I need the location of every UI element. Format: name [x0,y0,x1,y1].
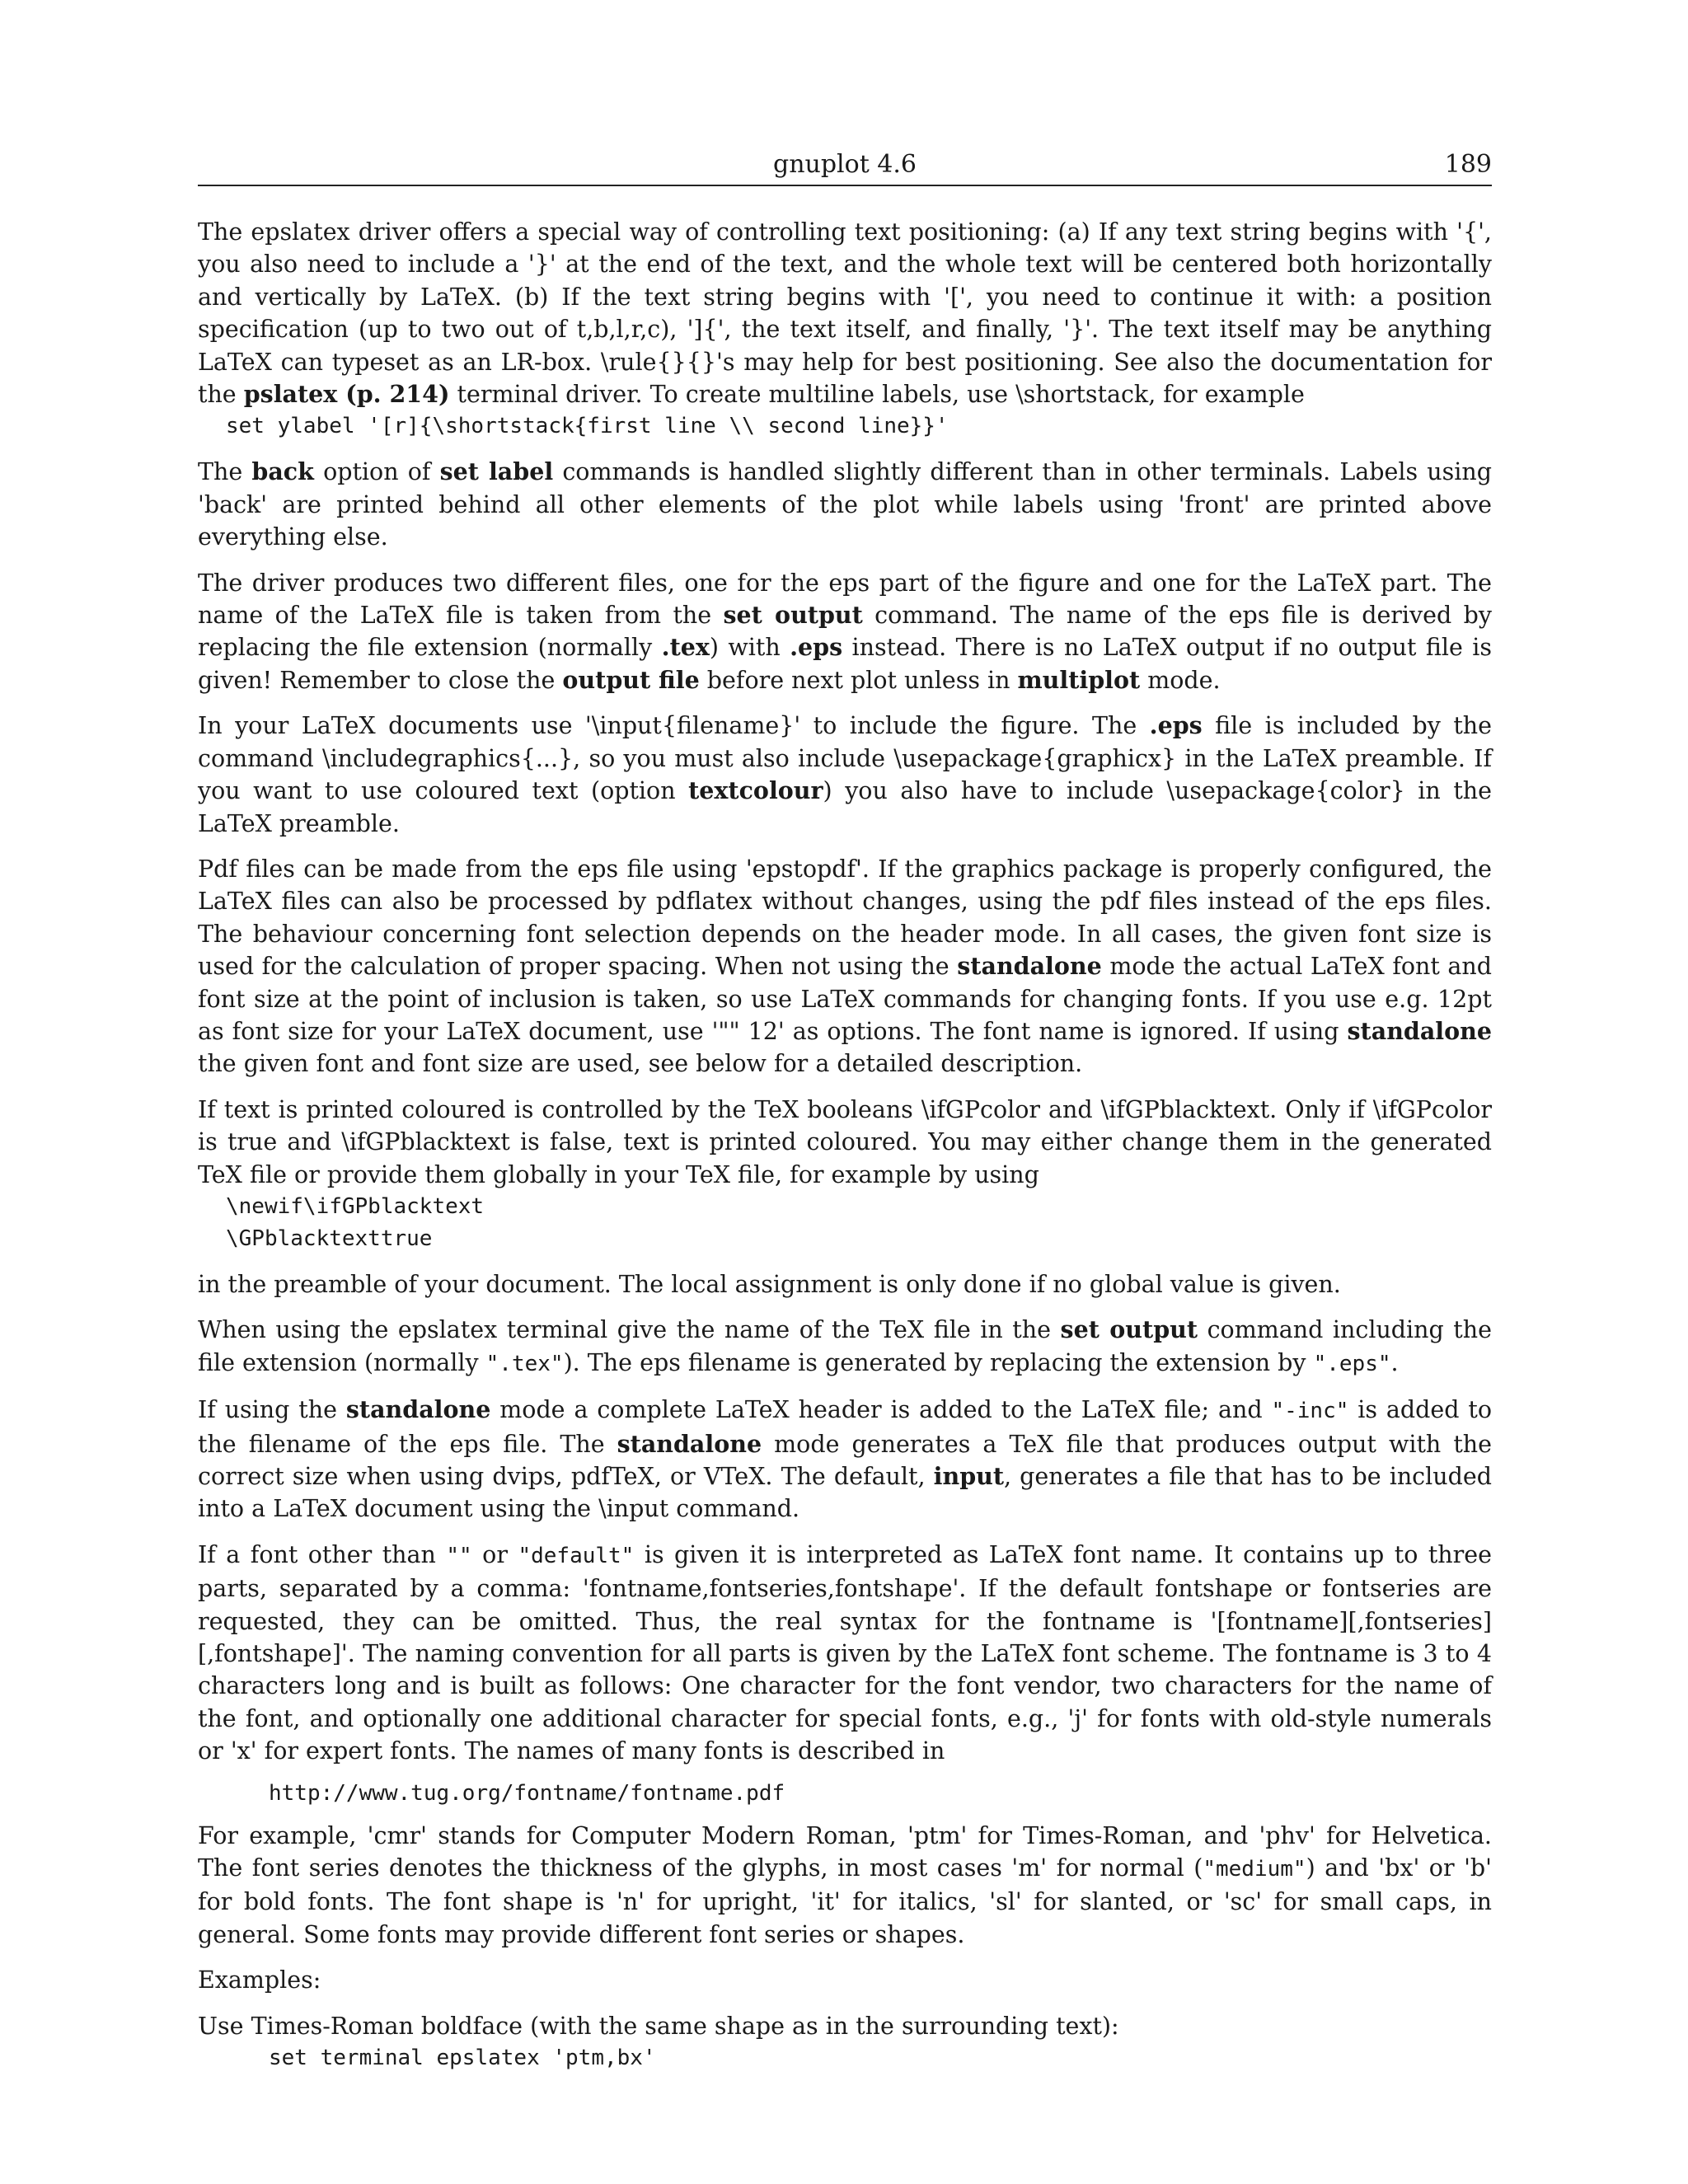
code-ylabel: set ylabel '[r]{\shortstack{first line \\ second line}}' [226,414,949,439]
code-set-terminal: set terminal epslatex 'ptm,bx' [269,2046,656,2071]
body-text [198,216,1492,2074]
paragraph-pdf-files: Pdf files can be made from the eps file using 'epstopdf'. If the graphics package is properly configured, the LaTeX files can also be processed by pdflatex without changes, using the pdf files instead of the eps files. The behaviour concerning font selection depends on the header mode. In all cases, the given font size is used for the calculation of proper spacing. When not using the standalone mode the actual LaTeX font and font size at the point of inclusion is taken, so use LaTeX commands for changing fonts. If you use e.g. 12pt as font size for your LaTeX document, use '"" 12' as options. The font name is ignored. If using standalone the given font and font size are used, see below for a detailed description. [198,855,1493,1078]
paragraph-times-roman: Use Times-Roman boldface (with the same shape as in the surrounding text): [198,2012,1119,2040]
pslatex-reference[interactable]: pslatex (p. 214) [243,380,450,409]
paragraph-text-positioning: The epslatex driver offers a special way of controlling text positioning: (a) If any text string begins with '{', you also need to include a '}' at the end of the text, and the whole text will be centered both horizontally and vertically by LaTeX. (b) If the text string begins with '[', you need to continue it with: a position specification (up to two out of t,b,l,r,c), ']{', the text itself, and finally, '}'. The text itself may be anything LaTeX can typeset as an LR-box. \rule{}{}'s may help for best positioning. See also the documentation for the pslatex (p. 214) terminal driver. To create multiline labels, use \shortstack, for example [198,218,1492,409]
paragraph-include-figure: In your LaTeX documents use '\input{filename}' to include the figure. The .eps file is included by the command \includegraphics{...}, so you must also include \usepackage{graphicx} in the LaTeX preamble. If you want to use coloured text (option textcolour) you also have to include \usepackage{color} in the LaTeX preamble. [198,711,1492,837]
paragraph-set-output: When using the epslatex terminal give the name of the TeX file in the set output command including the file extension (normally ".tex"). The eps filename is generated by replacing the extension by ".eps". [198,1315,1492,1376]
code-blacktexttrue: \GPblacktexttrue [226,1226,433,1251]
paragraph-preamble: in the preamble of your document. The local assignment is only done if no global value is given. [198,1270,1341,1298]
paragraph-font-name: If a font other than "" or "default" is given it is interpreted as LaTeX font name. It contains up to three parts, separated by a comma: 'fontname,fontseries,fontshape'. If the default fontshape or fontseries are requested, they can be omitted. Thus, the real syntax for the fontname is '[fontname][,fontseries][,fontshape]'. The naming convention for all parts is given by the LaTeX font scheme. The fontname is 3 to 4 characters long and is built as follows: One character for the font vendor, two characters for the name of the font, and optionally one additional character for special fonts, e.g., 'j' for fonts with old-style numerals or 'x' for expert fonts. The names of many fonts is described in [198,1540,1493,1765]
paragraph-font-examples: For example, 'cmr' stands for Computer Modern Roman, 'ptm' for Times-Roman, and 'phv' for Helvetica. The font series denotes the thickness of the glyphs, in most cases 'm' for normal ("medium") and 'bx' or 'b' for bold fonts. The font shape is 'n' for upright, 'it' for italics, 'sl' for slanted, or 'sc' for small caps, in general. Some fonts may provide different font series or shapes. [198,1821,1492,1948]
page-header [198,148,1492,186]
examples-heading: Examples: [198,1966,321,1994]
page-number: 189 [1444,150,1492,179]
document-page [198,148,1492,2074]
paragraph-back-option: The back option of set label commands is handled slightly different than in other terminals. Labels using 'back' are printed behind all other elements of the plot while labels using 'front' are printed above everything else. [198,457,1492,551]
fontname-url[interactable]: http://www.tug.org/fontname/fontname.pdf [269,1780,785,1806]
running-title: gnuplot 4.6 [772,150,917,179]
paragraph-colour-text: If text is printed coloured is controlled by the TeX booleans \ifGPcolor and \ifGPblacktext. Only if \ifGPcolor is true and \ifGPblacktext is false, text is printed coloured. You may either change them in the generated TeX file or provide them globally in your TeX file, for example by using [198,1095,1492,1188]
code-newif: \newif\ifGPblacktext [226,1193,485,1219]
paragraph-output-files: The driver produces two different files, one for the eps part of the figure and one for the LaTeX part. The name of the LaTeX file is taken from the set output command. The name of the eps file is derived by replacing the file extension (normally .tex) with .eps instead. There is no LaTeX output if no output file is given! Remember to close the output file before next plot unless in multiplot mode. [198,569,1492,694]
paragraph-standalone: If using the standalone mode a complete LaTeX header is added to the LaTeX file; and "-inc" is added to the filename of the eps file. The standalone mode generates a TeX file that produces output with the correct size when using dvips, pdfTeX, or VTeX. The default, input, generates a file that has to be included into a LaTeX document using the \input command. [198,1395,1493,1523]
